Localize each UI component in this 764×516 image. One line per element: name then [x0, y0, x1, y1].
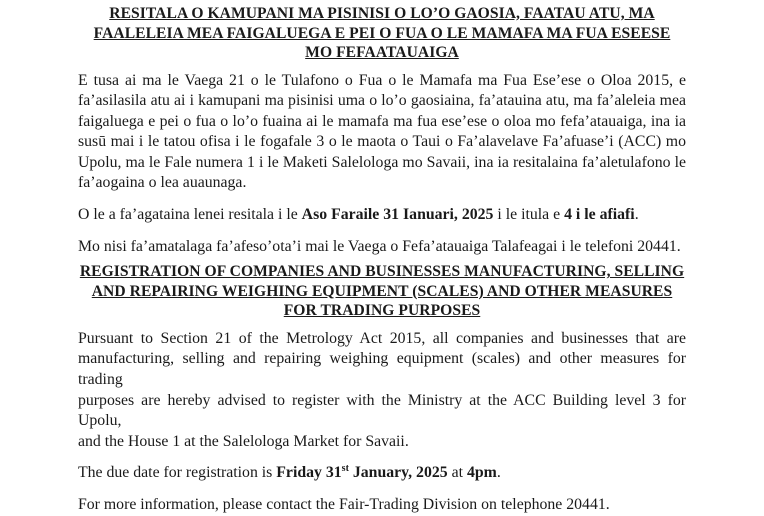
english-heading-line: AND REPAIRING WEIGHING EQUIPMENT (SCALES) AND OTHER MEASURES	[91, 282, 673, 300]
english-due-date	[78, 463, 686, 484]
english-due-month-year: January, 2025	[348, 464, 448, 482]
english-contact: For more information, please contact the Fair-Trading Division on telephone 20441.	[78, 495, 610, 513]
samoan-intro-line: faigaluega e pei o fua o lo’o fuaina ai le mamafa ma fua ese’ese o oloa mo fefa’atauaiga, ina ia	[78, 112, 686, 130]
samoan-due-suffix: .	[634, 206, 639, 224]
english-due-middle: at	[447, 464, 467, 482]
english-due-suffix: .	[496, 464, 501, 482]
english-intro-line: and the House 1 at the Salelologa Market for Savaii.	[78, 432, 409, 450]
english-due-day: Friday 31	[276, 464, 342, 482]
samoan-due-date	[78, 205, 686, 226]
english-due-time: 4pm	[466, 464, 497, 482]
samoan-contact: Mo nisi fa’amatalaga fa’afeso’ota’i mai le Vaega o Fefa’atauaiga Talafeagai i le telefoni 20441.	[78, 237, 681, 255]
english-heading	[78, 262, 686, 321]
samoan-intro-line: susū mai i le tatou ofisa i le fogafale 3 o le maota o Taui o Fa’alavelave Fa’afuase’i (ACC) mo	[78, 133, 686, 151]
samoan-due-time: 4 i le afiafi	[564, 206, 635, 224]
samoan-intro-line: E tusa ai ma le Vaega 21 o le Tulafono o Fua o le Mamafa ma Fua Ese’ese o Oloa 2015, e	[78, 71, 686, 89]
samoan-heading-line: MO FEFAATAUAIGA	[305, 44, 459, 61]
samoan-intro-line: Upolu, ma le Fale numera 1 i le Maketi Salelologa mo Savaii, ina ia resitalaina fa’aletulafono le	[78, 153, 686, 171]
english-due-ordinal: st	[341, 463, 349, 475]
english-heading-line: REGISTRATION OF COMPANIES AND BUSINESSES MANUFACTURING, SELLING	[79, 263, 685, 281]
english-due-prefix: The due date for registration is	[78, 464, 277, 482]
english-heading-line: FOR TRADING PURPOSES	[283, 302, 481, 320]
samoan-heading	[78, 4, 686, 63]
english-intro-line: manufacturing, selling and repairing weighing equipment (scales) and other measures for trading	[78, 350, 686, 388]
samoan-due-date-value: Aso Faraile 31 Ianuari, 2025	[301, 206, 494, 224]
english-due-date-value	[276, 464, 447, 481]
english-intro-line: Pursuant to Section 21 of the Metrology Act 2015, all companies and businesses that are	[78, 329, 686, 347]
samoan-heading-line: RESITALA O KAMUPANI MA PISINISI O LO’O GAOSIA, FAATAU ATU, MA	[109, 5, 655, 22]
samoan-intro-line: fa’asilasila atu ai i kamupani ma pisinisi uma o lo’o gaosiaina, fa’atauina atu, ma fa’aleleia mea	[78, 92, 686, 110]
samoan-due-middle: i le itula e	[493, 206, 565, 224]
english-intro-paragraph	[78, 329, 686, 453]
samoan-heading-line: FAALELEIA MEA FAIGALUEGA E PEI O FUA O LE MAMAFA MA FUA ESEESE	[93, 24, 671, 42]
samoan-due-prefix: O le a fa’agataina lenei resitala i le	[78, 206, 302, 224]
samoan-intro-line: fa’aogaina o lea auaunaga.	[78, 174, 247, 192]
samoan-intro-paragraph	[78, 71, 686, 195]
english-intro-line: purposes are hereby advised to register with the Ministry at the ACC Building level 3 for Upolu,	[78, 391, 686, 430]
